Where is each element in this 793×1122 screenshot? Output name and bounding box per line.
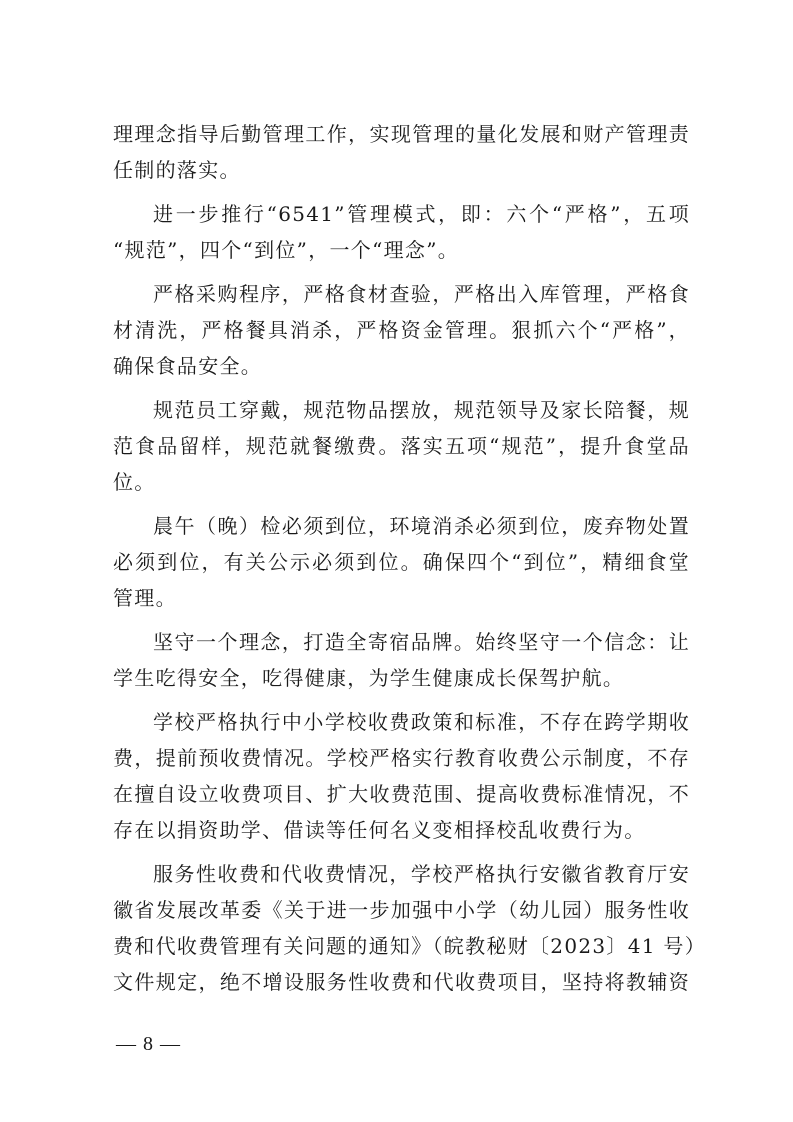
- text-line: 费和代收费管理有关问题的通知》（皖教秘财〔2023〕41 号）: [113, 934, 707, 958]
- text-line: 任制的落实。: [113, 158, 241, 182]
- page-number: — 8 —: [116, 1033, 181, 1055]
- text-line: 费，提前预收费情况。学校严格实行教育收费公示制度，不存: [113, 746, 690, 770]
- text-line: 管理。: [113, 586, 177, 610]
- text-line: 徽省发展改革委《关于进一步加强中小学（幼儿园）服务性收: [113, 898, 690, 922]
- text-line: 学校严格执行中小学校收费政策和标准，不存在跨学期收: [153, 710, 690, 734]
- text-line: 范食品留样，规范就餐缴费。落实五项“规范”，提升食堂品: [113, 434, 690, 458]
- text-line: 存在以捐资助学、借读等任何名义变相择校乱收费行为。: [113, 818, 646, 842]
- text-line: 服务性收费和代收费情况，学校严格执行安徽省教育厅安: [153, 862, 690, 886]
- text-line: 必须到位，有关公示必须到位。确保四个“到位”，精细食堂: [113, 550, 690, 574]
- text-line: 在擅自设立收费项目、扩大收费范围、提高收费标准情况，不: [113, 782, 690, 806]
- text-line: 学生吃得安全，吃得健康，为学生健康成长保驾护航。: [113, 666, 625, 690]
- text-line: “规范”，四个“到位”，一个“理念”。: [113, 238, 460, 262]
- text-line: 理理念指导后勤管理工作，实现管理的量化发展和财产管理责: [113, 122, 690, 146]
- text-line: 材清洗，严格餐具消杀，严格资金管理。狠抓六个“严格”，: [113, 318, 690, 342]
- text-line: 进一步推行“6541”管理模式，即：六个“严格”，五项: [153, 202, 690, 226]
- text-line: 规范员工穿戴，规范物品摆放，规范领导及家长陪餐，规: [153, 398, 690, 422]
- text-line: 严格采购程序，严格食材查验，严格出入库管理，严格食: [153, 282, 690, 306]
- text-line: 坚守一个理念，打造全寄宿品牌。始终坚守一个信念：让: [153, 630, 690, 654]
- text-line: 文件规定，绝不增设服务性收费和代收费项目，坚持将教辅资: [113, 970, 690, 994]
- text-line: 确保食品安全。: [113, 354, 263, 378]
- text-line: 晨午（晚）检必须到位，环境消杀必须到位，废弃物处置: [153, 514, 690, 538]
- text-line: 位。: [113, 470, 156, 494]
